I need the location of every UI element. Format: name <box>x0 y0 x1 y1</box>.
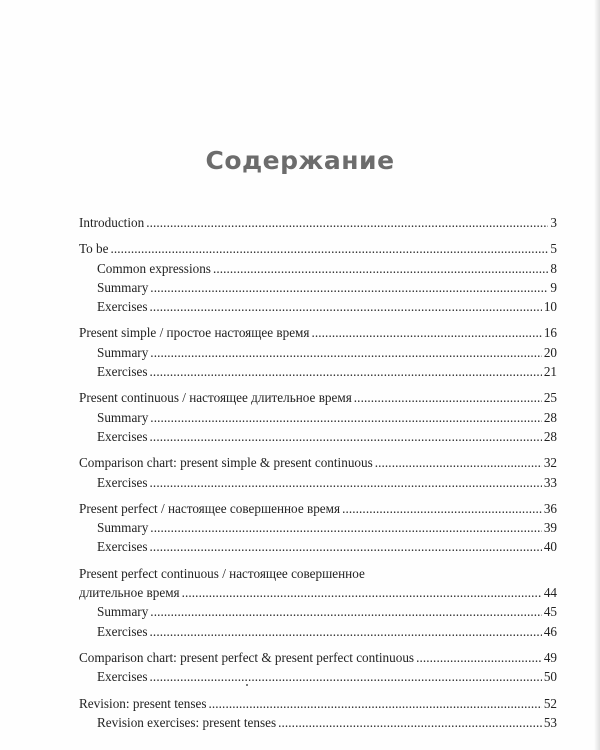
toc-leader-dots <box>354 390 542 406</box>
toc-leader-dots <box>150 345 542 361</box>
toc-entry <box>79 715 557 734</box>
toc-entry <box>79 566 557 585</box>
toc-entry-label: Exercises <box>97 474 148 490</box>
toc-entry <box>79 475 557 494</box>
toc-leader-dots <box>208 696 541 712</box>
toc-entry-page: 3 <box>550 215 557 230</box>
toc-leader-dots <box>342 501 542 517</box>
toc-entry <box>79 364 557 383</box>
toc-entry <box>79 261 557 280</box>
toc-leader-dots <box>150 669 542 685</box>
toc-entry-label: Introduction <box>79 215 145 230</box>
toc-entry-page: 28 <box>543 428 557 444</box>
toc-leader-dots <box>110 241 548 257</box>
toc-entry <box>79 455 557 474</box>
toc-entry <box>79 650 557 669</box>
toc-leader-dots <box>150 475 542 491</box>
toc-leader-dots <box>375 455 542 471</box>
toc-entry-page: 53 <box>543 714 557 730</box>
toc-entry-label: Summary <box>97 279 149 295</box>
toc-entry <box>79 669 557 688</box>
toc-entry-label: Summary <box>97 409 149 425</box>
toc-leader-dots <box>150 604 542 620</box>
toc-entry-page: 33 <box>543 474 557 490</box>
toc-entry-label: Present perfect / настоящее совершенное время <box>79 500 341 516</box>
toc-entry <box>79 390 557 409</box>
toc-leader-dots <box>150 624 542 640</box>
page-title: Содержание <box>205 146 395 175</box>
toc-entry <box>79 215 557 234</box>
toc-entry-page: 20 <box>543 344 557 360</box>
toc-entry <box>79 429 557 448</box>
toc-entry-page: 9 <box>550 279 557 295</box>
toc-entry-page: 46 <box>543 623 557 639</box>
toc-entry-label: Common expressions <box>97 260 211 276</box>
toc-entry-page: 25 <box>543 390 557 406</box>
toc-entry-page: 28 <box>543 409 557 425</box>
toc-entry-label: Exercises <box>97 539 148 555</box>
toc-entry-label: Exercises <box>97 364 148 380</box>
toc-entry-label: Summary <box>97 344 149 360</box>
toc-leader-dots <box>150 539 542 555</box>
toc-entry-page: 32 <box>543 455 557 471</box>
toc-entry <box>79 280 557 299</box>
table-of-contents <box>79 215 557 734</box>
toc-entry-label: Present simple / простое настоящее время <box>79 325 310 341</box>
toc-entry <box>79 696 557 715</box>
toc-leader-dots <box>150 410 542 426</box>
toc-leader-dots <box>150 364 542 380</box>
toc-entry-label: Exercises <box>97 299 148 315</box>
toc-entry <box>79 520 557 539</box>
toc-leader-dots <box>311 325 541 341</box>
toc-leader-dots <box>150 299 542 315</box>
toc-leader-dots <box>213 261 548 277</box>
toc-entry-page: 50 <box>543 669 557 685</box>
toc-entry-page: 52 <box>543 695 557 711</box>
toc-entry-page: 40 <box>543 539 557 555</box>
toc-entry-label: Revision: present tenses <box>79 695 207 711</box>
toc-entry-label: Comparison chart: present simple & present continuous <box>79 455 373 471</box>
toc-entry-page: 36 <box>543 500 557 516</box>
toc-entry-page: 10 <box>543 299 557 315</box>
toc-entry <box>79 325 557 344</box>
toc-entry <box>79 624 557 643</box>
toc-entry-label: Present continuous / настоящее длительное время <box>79 390 352 406</box>
page-edge-shadow <box>594 0 600 750</box>
toc-leader-dots <box>150 429 542 445</box>
toc-entry-label: Present perfect continuous / настоящее совершенное <box>79 565 365 581</box>
toc-entry <box>79 539 557 558</box>
toc-entry-label: Exercises <box>97 623 148 639</box>
toc-entry-page: 16 <box>543 325 557 341</box>
toc-entry-label: Revision exercises: present tenses <box>97 714 277 730</box>
toc-entry <box>79 299 557 318</box>
toc-entry-label: Exercises <box>97 428 148 444</box>
toc-entry-page: 21 <box>543 364 557 380</box>
toc-leader-dots <box>150 280 548 296</box>
toc-entry <box>79 241 557 260</box>
toc-entry-page: 5 <box>550 241 557 257</box>
toc-entry-label: To be <box>79 241 109 257</box>
toc-entry <box>79 604 557 623</box>
toc-entry-page: 8 <box>550 260 557 276</box>
toc-entry-label: длительное время <box>79 585 180 601</box>
toc-entry-label: Summary <box>97 604 149 620</box>
toc-entry-page: 44 <box>543 585 557 601</box>
toc-leader-dots <box>416 650 542 666</box>
toc-entry-page: 39 <box>543 520 557 536</box>
toc-entry-page: 45 <box>543 604 557 620</box>
toc-entry <box>79 345 557 364</box>
toc-entry-label: Comparison chart: present perfect & present perfect continuous <box>79 649 415 665</box>
toc-leader-dots <box>146 215 548 231</box>
print-speck <box>246 684 248 686</box>
toc-leader-dots <box>182 585 542 601</box>
toc-entry-label: Summary <box>97 520 149 536</box>
toc-entry <box>79 501 557 520</box>
toc-leader-dots <box>150 520 542 536</box>
toc-entry <box>79 410 557 429</box>
toc-entry <box>79 585 557 604</box>
toc-entry-label: Exercises <box>97 669 148 685</box>
toc-leader-dots <box>278 715 542 731</box>
toc-entry-page: 49 <box>543 649 557 665</box>
